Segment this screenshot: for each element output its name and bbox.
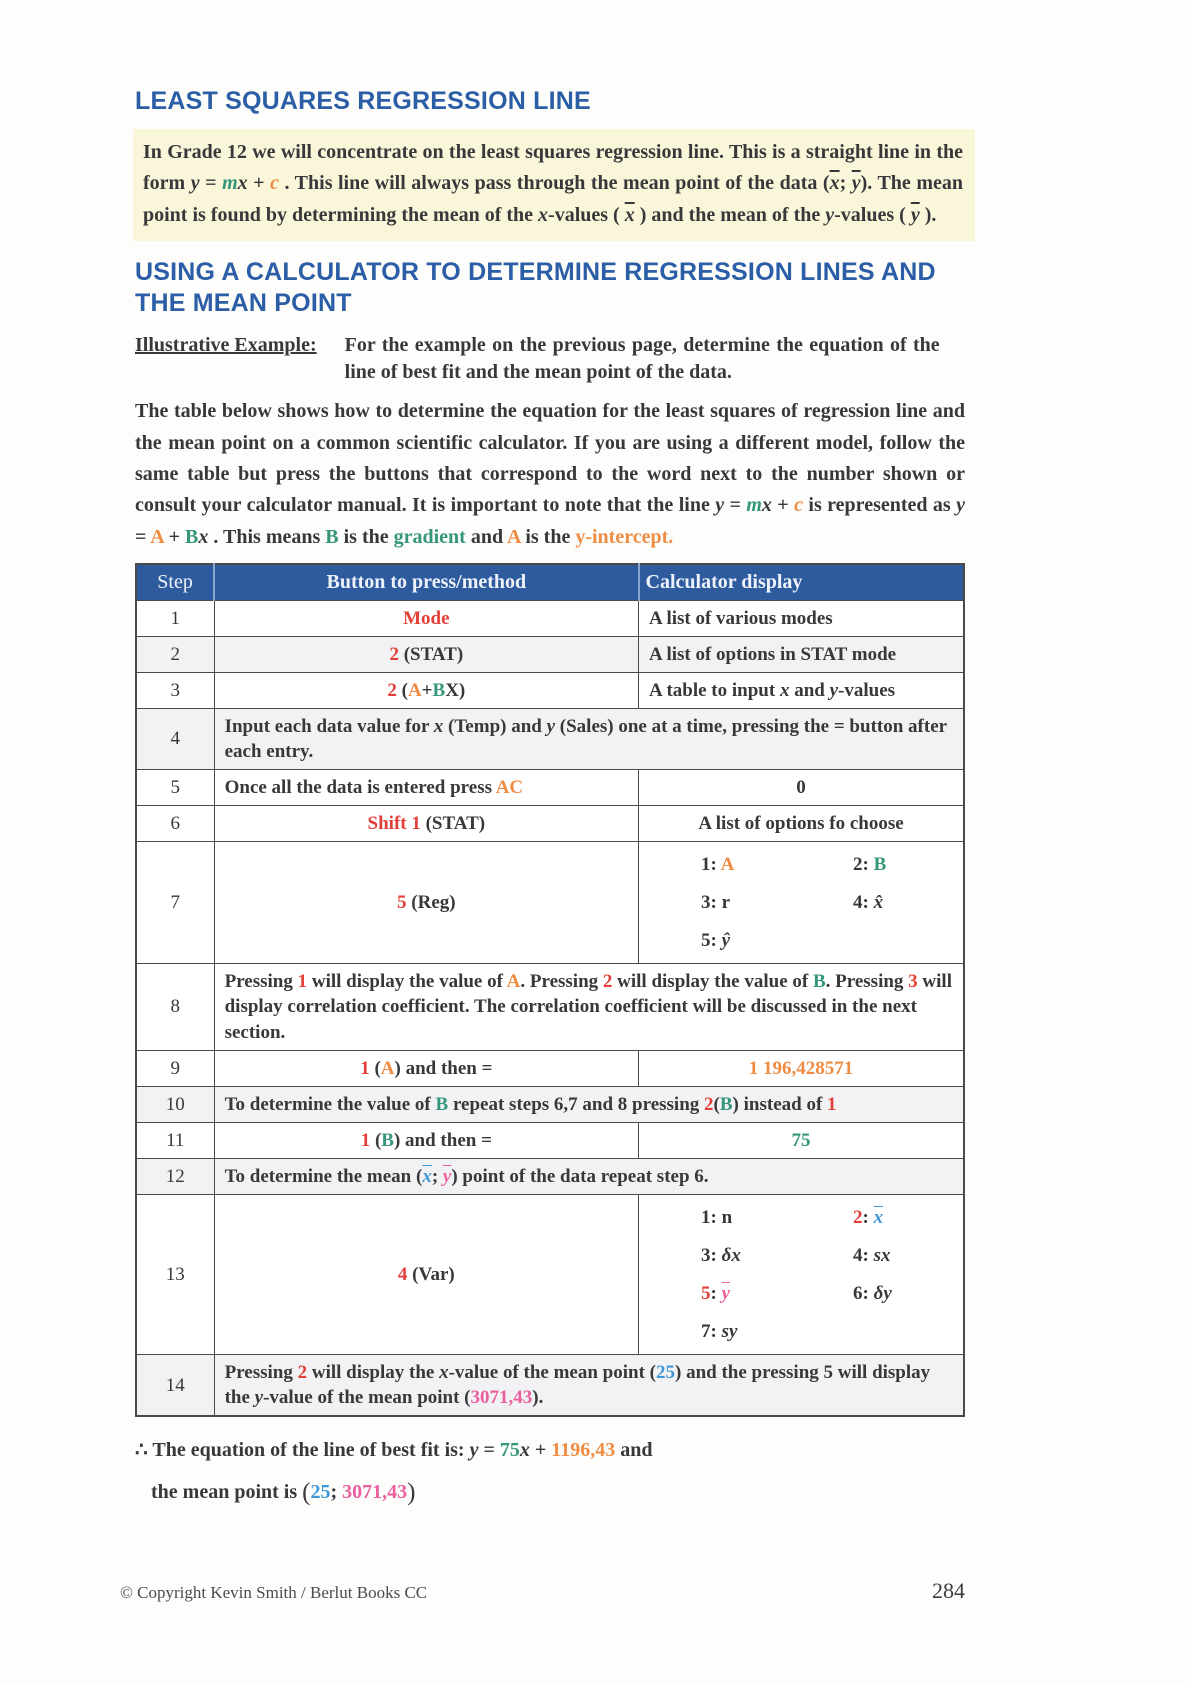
text-segment: . Pressing — [825, 971, 909, 993]
text-segment: ; — [431, 1165, 443, 1187]
text-segment: y — [469, 1439, 479, 1462]
text-segment: 1 196,428571 — [748, 1057, 854, 1079]
display-cell — [639, 1050, 964, 1086]
text-segment: ; — [839, 172, 852, 195]
text-segment: will display the value of — [307, 971, 507, 993]
display-cell — [639, 1122, 964, 1158]
text-segment: 3071,43 — [470, 1387, 533, 1409]
text-segment: = — [135, 525, 151, 548]
step-cell: 12 — [136, 1158, 214, 1194]
text-segment: In Grade 12 we will concentrate on the least squares regression line. This is a straight line in the form — [143, 140, 963, 195]
button-cell — [214, 1050, 638, 1086]
step-cell: 6 — [136, 806, 214, 842]
page-content — [135, 86, 965, 1517]
text-segment: 5 — [701, 1283, 711, 1305]
text-segment: Input each data value for — [224, 715, 434, 737]
text-segment: and — [789, 679, 830, 701]
text-segment: B — [873, 854, 887, 876]
text-segment: $\overline{y}$ — [910, 203, 920, 226]
button-cell — [214, 1122, 638, 1158]
span-cell — [214, 964, 964, 1050]
table-row — [136, 964, 964, 1050]
text-segment: ) point of the data repeat step 6. — [451, 1165, 709, 1187]
display-options-list — [649, 1200, 953, 1349]
text-segment: 4: — [853, 1245, 874, 1267]
text-segment: 0 — [796, 777, 806, 799]
text-segment: x — [198, 525, 209, 548]
text-segment: is represented as — [803, 494, 957, 517]
text-segment: $\overline{x}$ — [873, 1206, 884, 1228]
text-segment: B — [432, 679, 446, 701]
text-segment: = — [199, 172, 223, 195]
text-segment: and — [615, 1439, 653, 1462]
text-segment: y — [956, 494, 965, 517]
table-row — [136, 1050, 964, 1086]
text-segment: 2 — [602, 971, 613, 993]
text-segment: Shift 1 — [367, 813, 426, 835]
text-segment: B — [185, 525, 199, 548]
text-segment: Pressing — [224, 971, 298, 993]
text-segment: 5 — [397, 892, 412, 914]
button-cell — [214, 636, 638, 672]
text-segment: y — [715, 494, 725, 517]
text-segment: x̂ — [873, 892, 884, 914]
text-segment: (Var) — [412, 1264, 455, 1286]
step-cell: 1 — [136, 600, 214, 636]
text-segment: A — [380, 1057, 395, 1079]
display-options-list — [649, 847, 953, 958]
display-cell — [639, 842, 964, 964]
text-segment: B — [719, 1093, 733, 1115]
span-cell — [214, 1355, 964, 1417]
table-row — [136, 1158, 964, 1194]
illustrative-example-text: For the example on the previous page, determine the equation of the line of best fit and the mean point of the data. — [344, 334, 940, 384]
display-option — [649, 928, 801, 953]
text-segment: 2 — [387, 679, 402, 701]
display-cell — [639, 672, 964, 708]
text-segment: . This line will always pass through the mean point of the data ( — [278, 172, 830, 195]
page-title: LEAST SQUARES REGRESSION LINE — [135, 87, 591, 115]
text-segment: 25 — [656, 1362, 675, 1384]
text-segment: X) — [445, 679, 466, 701]
text-segment: A — [407, 679, 422, 701]
text-segment: and — [465, 525, 507, 548]
calculator-steps-table — [135, 563, 965, 1417]
text-segment: ŷ — [721, 930, 731, 952]
text-segment: A — [150, 525, 164, 548]
table-header — [136, 564, 964, 600]
display-option — [801, 890, 953, 915]
text-segment: + — [529, 1439, 552, 1462]
step-cell: 4 — [136, 708, 214, 769]
display-cell — [639, 636, 964, 672]
text-segment: 75 — [499, 1439, 520, 1462]
text-segment: A — [506, 971, 521, 993]
table-row — [136, 842, 964, 964]
display-option — [801, 1205, 953, 1230]
display-option — [649, 852, 801, 877]
text-segment: 4: — [853, 892, 874, 914]
text-segment: A — [507, 525, 521, 548]
text-segment: A list of various modes — [649, 607, 833, 629]
button-cell — [214, 672, 638, 708]
text-segment: is the — [520, 525, 576, 548]
body-paragraph — [135, 396, 965, 553]
text-segment: A list of options fo choose — [698, 813, 904, 835]
text-segment: sx — [873, 1245, 891, 1267]
display-cell — [639, 1194, 964, 1354]
text-segment: (Temp) and — [443, 715, 547, 737]
display-cell — [639, 806, 964, 842]
text-segment: AC — [495, 777, 524, 799]
display-option — [649, 1243, 801, 1268]
text-segment: 2 — [704, 1093, 714, 1115]
text-segment: c — [794, 494, 804, 517]
table-row — [136, 1194, 964, 1354]
display-option — [801, 1243, 953, 1268]
text-segment: 2 — [853, 1206, 863, 1228]
text-segment: -values ( — [548, 203, 625, 226]
text-segment: $\overline{y}$ — [721, 1283, 731, 1305]
text-segment: 2 — [389, 643, 404, 665]
table-row — [136, 600, 964, 636]
text-segment: ( — [401, 679, 408, 701]
text-segment: 2: — [853, 854, 874, 876]
text-segment: $\overline{y}$ — [851, 172, 861, 195]
table-row — [136, 708, 964, 769]
text-segment: ) and the pressing 5 will display the — [224, 1362, 931, 1409]
text-segment: Mode — [403, 607, 450, 629]
table-row — [136, 636, 964, 672]
text-segment: ( — [374, 1129, 382, 1151]
text-segment: δx — [721, 1245, 741, 1267]
display-options-line — [649, 928, 953, 953]
illustrative-example — [135, 332, 965, 386]
column-header-display: Calculator display — [639, 564, 964, 600]
text-segment: $\overline{x}$ — [624, 203, 635, 226]
table-row — [136, 1355, 964, 1417]
text-segment: sy — [721, 1321, 738, 1343]
text-segment: 3071,43 — [342, 1481, 408, 1504]
text-segment: ) instead of — [732, 1093, 828, 1115]
copyright-text: © Copyright Kevin Smith / Berlut Books CC — [120, 1583, 428, 1602]
conclusion-line-1 — [135, 1431, 965, 1469]
conclusion — [135, 1431, 965, 1517]
text-segment: δy — [873, 1283, 892, 1305]
text-segment: ; — [330, 1481, 343, 1504]
text-segment: B — [812, 971, 826, 993]
button-cell — [214, 770, 638, 806]
step-cell: 14 — [136, 1355, 214, 1417]
text-segment: ) — [407, 1479, 416, 1507]
text-segment: x — [538, 203, 549, 226]
display-options-line — [649, 890, 953, 915]
text-segment: B — [325, 525, 339, 548]
step-cell: 9 — [136, 1050, 214, 1086]
text-segment: will display correlation coefficient. The correlation coefficient will be discussed in the next section. — [224, 971, 952, 1043]
table-row — [136, 806, 964, 842]
display-cell — [639, 770, 964, 806]
text-segment: + — [163, 525, 186, 548]
text-segment: + — [771, 494, 795, 517]
text-segment: ). The mean point is found by determining the mean of the — [143, 172, 963, 226]
text-segment: x — [779, 679, 790, 701]
text-segment: B — [381, 1129, 394, 1151]
text-segment: x — [761, 494, 772, 517]
text-segment: The table below shows how to determine the equation for the least squares of regression line and the mean point on a common scientific calculator. If you are using a different model, follow the same table but press the buttons that correspond to the word next to the number shown or consult your calculator manual. It is important to note that the line — [135, 400, 965, 517]
text-segment: -values — [838, 679, 896, 701]
text-segment: will display the — [307, 1362, 440, 1384]
display-options-line — [649, 1205, 953, 1230]
text-segment: y — [825, 203, 835, 226]
text-segment: Pressing — [224, 1362, 298, 1384]
table-row — [136, 1122, 964, 1158]
button-cell — [214, 842, 638, 964]
text-segment: ) and the mean of the — [634, 203, 826, 226]
table-row — [136, 672, 964, 708]
text-segment: 6: — [853, 1283, 874, 1305]
display-option — [649, 1205, 801, 1230]
step-cell: 7 — [136, 842, 214, 964]
text-segment: y — [829, 679, 839, 701]
page-number: 284 — [932, 1578, 965, 1603]
display-option — [801, 1319, 953, 1344]
table-row — [136, 1086, 964, 1122]
conclusion-line-2 — [135, 1469, 965, 1517]
page-footer — [120, 1578, 965, 1604]
text-segment: ) and then = — [394, 1057, 493, 1079]
text-segment: 1 — [297, 971, 308, 993]
text-segment: $\overline{x}$ — [422, 1165, 432, 1187]
text-segment: ). — [919, 203, 937, 226]
text-segment: A list of options in STAT mode — [649, 643, 897, 665]
text-segment: m — [222, 172, 238, 195]
text-segment: = — [724, 494, 747, 517]
text-segment: ( — [302, 1479, 311, 1507]
display-option — [801, 852, 953, 877]
table-header-row — [136, 564, 964, 600]
text-segment: . Pressing — [520, 971, 603, 993]
text-segment: 3 — [908, 971, 918, 993]
text-segment: + — [247, 172, 271, 195]
text-segment: x — [433, 715, 444, 737]
column-header-step: Step — [136, 564, 214, 600]
text-segment: (STAT) — [403, 643, 464, 665]
display-options-line — [649, 1281, 953, 1306]
text-segment: y — [190, 172, 200, 195]
text-segment: = — [478, 1439, 500, 1462]
step-cell: 3 — [136, 672, 214, 708]
text-segment: 1 — [360, 1057, 375, 1079]
display-options-line — [649, 1243, 953, 1268]
step-cell: 2 — [136, 636, 214, 672]
text-segment: gradient — [393, 525, 466, 548]
display-option — [649, 1281, 801, 1306]
intro-paragraph — [133, 129, 975, 242]
text-segment: 75 — [791, 1129, 811, 1151]
step-cell: 5 — [136, 770, 214, 806]
text-segment: x — [519, 1439, 530, 1462]
table-row — [136, 770, 964, 806]
text-segment: x — [439, 1362, 449, 1384]
text-segment: 2 — [297, 1362, 308, 1384]
display-cell — [639, 600, 964, 636]
section-heading: USING A CALCULATOR TO DETERMINE REGRESSION LINES AND THE MEAN POINT — [135, 258, 936, 317]
display-options-line — [649, 1319, 953, 1344]
text-segment: $\overline{x}$ — [829, 172, 840, 195]
text-segment: y — [254, 1387, 264, 1409]
text-segment: A — [720, 854, 735, 876]
column-header-button: Button to press/method — [214, 564, 638, 600]
step-cell: 8 — [136, 964, 214, 1050]
display-options-line — [649, 852, 953, 877]
text-segment: To determine the mean ( — [224, 1165, 423, 1187]
text-segment: m — [746, 494, 762, 517]
text-segment: + — [421, 679, 433, 701]
text-segment: $\overline{y}$ — [442, 1165, 452, 1187]
text-segment: is the — [338, 525, 394, 548]
text-segment: 3: r — [701, 892, 731, 914]
text-segment: c — [270, 172, 279, 195]
button-cell — [214, 1194, 638, 1354]
text-segment: 7: — [701, 1321, 722, 1343]
text-segment: y-intercept. — [575, 525, 674, 548]
step-cell: 10 — [136, 1086, 214, 1122]
text-segment: 25 — [310, 1481, 331, 1504]
text-segment: repeat steps 6,7 and 8 pressing — [448, 1093, 705, 1115]
steps-tbody — [136, 600, 964, 1416]
text-segment: A table to input — [649, 679, 780, 701]
step-cell: 11 — [136, 1122, 214, 1158]
text-segment: 4 — [397, 1264, 413, 1286]
text-segment: . This means — [208, 525, 326, 548]
text-segment: ∴ The equation of the line of best fit is: — [135, 1439, 470, 1462]
text-segment: -values ( — [834, 203, 911, 226]
text-segment: 1 — [360, 1129, 375, 1151]
step-cell: 13 — [136, 1194, 214, 1354]
text-segment: To determine the value of — [224, 1093, 436, 1115]
text-segment: ) and then = — [393, 1129, 492, 1151]
text-segment: 1196,43 — [551, 1439, 616, 1462]
span-cell — [214, 708, 964, 769]
text-segment: (STAT) — [425, 813, 486, 835]
text-segment: y — [546, 715, 556, 737]
span-cell — [214, 1086, 964, 1122]
text-segment: ). — [532, 1387, 544, 1409]
text-segment: the mean point is — [151, 1481, 303, 1504]
button-cell — [214, 600, 638, 636]
text-segment: 3: — [701, 1245, 722, 1267]
text-segment: 1: — [701, 854, 721, 876]
display-option — [801, 1281, 953, 1306]
text-segment: B — [435, 1093, 449, 1115]
text-segment: -value of the mean point ( — [263, 1387, 471, 1409]
text-segment: : — [862, 1206, 874, 1228]
illustrative-example-label: Illustrative Example: — [135, 334, 317, 357]
text-segment: ( — [374, 1057, 381, 1079]
text-segment: x — [237, 172, 248, 195]
text-segment: 1: n — [701, 1206, 733, 1228]
text-segment: (Reg) — [411, 892, 456, 914]
text-segment: ( — [713, 1093, 720, 1115]
button-cell — [214, 806, 638, 842]
display-option — [649, 1319, 801, 1344]
text-segment: -value of the mean point ( — [448, 1362, 656, 1384]
text-segment: (Sales) one at a time, pressing the = button after each entry. — [224, 715, 947, 762]
text-segment: Once all the data is entered press — [224, 777, 496, 799]
text-segment: 1 — [827, 1093, 837, 1115]
span-cell — [214, 1158, 964, 1194]
display-option — [649, 890, 801, 915]
text-segment: 5: — [701, 930, 722, 952]
text-segment: will display the value of — [612, 971, 813, 993]
text-segment: : — [710, 1283, 722, 1305]
display-option — [801, 928, 953, 953]
